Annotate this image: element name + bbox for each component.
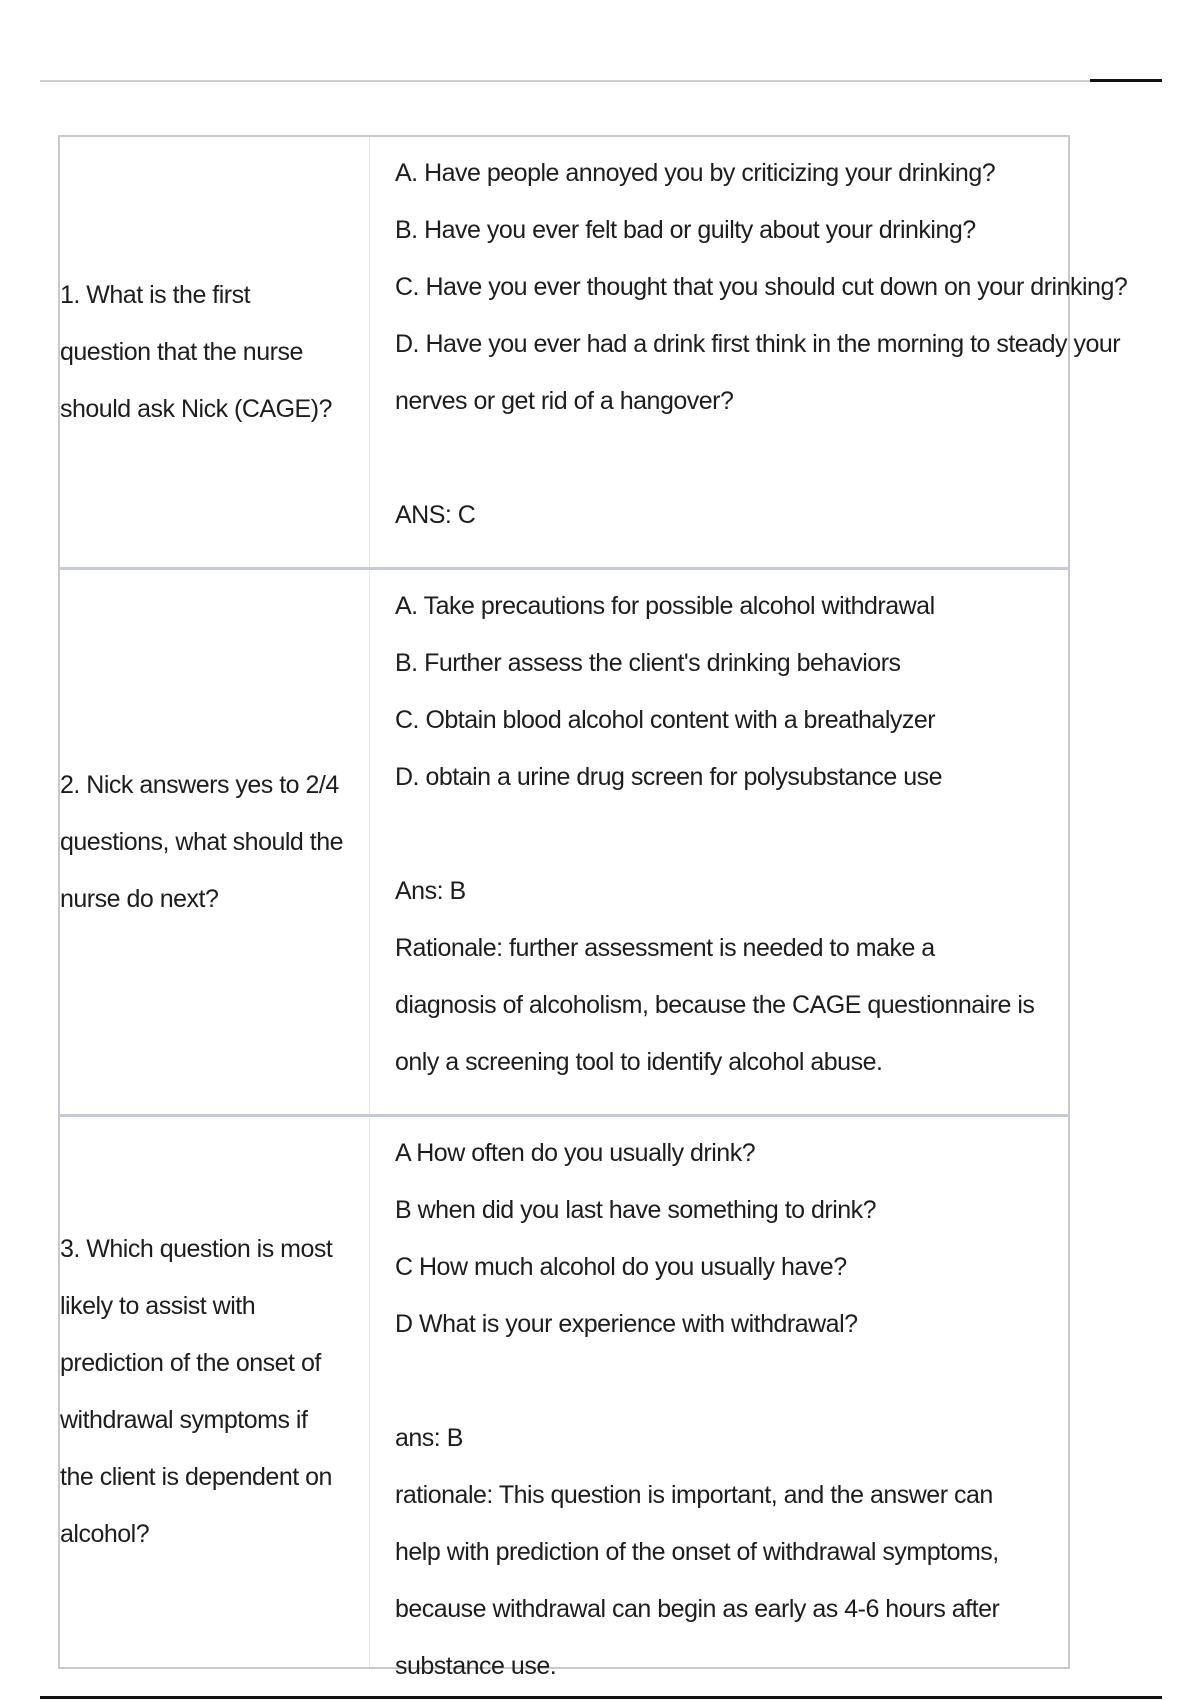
question-text: 1. What is the first question that the nurse should ask Nick (CAGE)? (60, 137, 370, 567)
answer-block (370, 570, 1068, 1114)
option-d: D. obtain a urine drug screen for polysubstance use (395, 763, 943, 791)
option-d-continued: nerves or get rid of a hangover? (395, 387, 734, 415)
flashcard-row (60, 137, 1128, 567)
option-a: A How often do you usually drink? (395, 1139, 756, 1167)
option-d: D What is your experience with withdrawal? (395, 1310, 858, 1338)
answer-block (370, 1117, 1068, 1680)
option-b: B when did you last have something to drink? (395, 1196, 877, 1224)
option-c: C. Obtain blood alcohol content with a breathalyzer (395, 706, 936, 734)
flashcard-row (60, 1114, 1068, 1680)
bottom-divider (40, 1696, 1162, 1699)
flashcard-row (60, 567, 1068, 1114)
top-divider-accent (1090, 79, 1162, 82)
option-b: B. Further assess the client's drinking behaviors (395, 649, 901, 677)
option-b: B. Have you ever felt bad or guilty about your drinking? (395, 216, 976, 244)
option-c: C. Have you ever thought that you should cut down on your drinking? (395, 273, 1128, 301)
rationale-text: rationale: This question is important, and the answer can help with prediction of the onset of withdrawal symptoms, because withdrawal can begin as early as 4-6 hours after substance use. (395, 1481, 1000, 1680)
option-d: D. Have you ever had a drink first think in the morning to steady your (395, 330, 1121, 358)
answer-key: ans: B (395, 1424, 463, 1452)
answer-block (370, 137, 1157, 567)
option-c: C How much alcohol do you usually have? (395, 1253, 847, 1281)
question-text: 3. Which question is most likely to assist with prediction of the onset of withdrawal symptoms if the client is dependent on alcohol? (60, 1117, 370, 1667)
answer-key: Ans: B (395, 877, 466, 905)
flashcard-table (58, 135, 1128, 1680)
question-text: 2. Nick answers yes to 2/4 questions, what should the nurse do next? (60, 570, 370, 1114)
option-a: A. Have people annoyed you by criticizing your drinking? (395, 159, 996, 187)
answer-key: ANS: C (395, 501, 476, 529)
top-divider (40, 80, 1090, 82)
rationale-text: Rationale: further assessment is needed to make a diagnosis of alcoholism, because the CAGE questionnaire is only a screening tool to identify alcohol abuse. (395, 934, 1035, 1076)
option-a: A. Take precautions for possible alcohol withdrawal (395, 592, 935, 620)
